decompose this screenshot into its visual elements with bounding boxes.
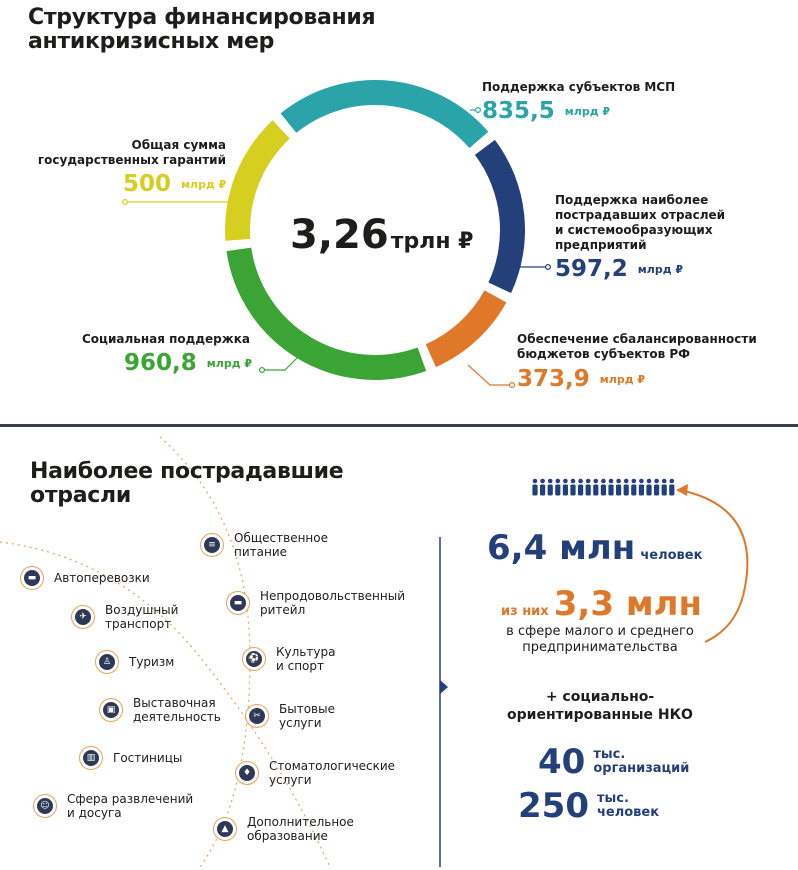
person-head xyxy=(586,479,591,484)
people-sme-number: 3,3 млн xyxy=(553,584,703,624)
section-title xyxy=(30,460,343,508)
nko-organizations-label: организаций xyxy=(593,761,690,776)
chart-title-line1: Структура финансирования xyxy=(28,5,376,30)
industry-trucking xyxy=(20,566,150,590)
hotel-icon: ▥ xyxy=(79,746,103,770)
divider-arrow-icon xyxy=(440,680,448,694)
people-row-icon xyxy=(532,479,674,496)
person-head xyxy=(647,479,652,484)
masks-icon: ☺ xyxy=(33,794,57,818)
industry-dental xyxy=(235,759,395,787)
slice-label-industries xyxy=(555,193,725,283)
industry-label: образование xyxy=(247,829,328,843)
nko-organizations-unit: тыс. xyxy=(593,747,626,762)
person-body xyxy=(639,485,644,496)
industry-label: Культура xyxy=(276,645,336,659)
person-body xyxy=(646,485,651,496)
industry-household-services xyxy=(245,702,335,730)
people-total-number: 6,4 млн xyxy=(487,528,636,568)
people-sme-caption-line1: в сфере малого и среднего xyxy=(506,624,694,639)
leader-social-dot xyxy=(260,368,265,373)
slice-label-budgets-line1: Обеспечение сбалансированности xyxy=(517,332,757,346)
person-head xyxy=(632,479,637,484)
leader-msp-dot xyxy=(476,108,481,113)
leader-industries-dot xyxy=(546,265,551,270)
person-body xyxy=(593,485,598,496)
industry-label: Дополнительное xyxy=(247,815,354,829)
industry-culture-sport xyxy=(242,645,335,673)
burger-icon: ≡ xyxy=(200,533,224,557)
slice-value-guarantees-number: 500 xyxy=(123,171,172,197)
slice-label-msp xyxy=(482,80,675,125)
person-body xyxy=(586,485,591,496)
chart-title-line2: антикризисных мер xyxy=(28,29,275,54)
hiker-icon: ♙ xyxy=(95,650,119,674)
exhibition-icon: ▣ xyxy=(99,698,123,722)
industry-label: услуги xyxy=(279,716,322,730)
industry-label: питание xyxy=(234,545,288,559)
leader-budgets xyxy=(468,365,512,385)
slice-value-industries xyxy=(555,256,725,283)
person-body xyxy=(624,485,629,496)
industry-label: ритейл xyxy=(260,603,306,617)
person-head xyxy=(609,479,614,484)
slice-label-guarantees-line1: Общая сумма xyxy=(131,138,226,152)
industry-label: Бытовые xyxy=(279,702,335,716)
slice-value-guarantees-unit: млрд ₽ xyxy=(181,177,227,191)
person-head xyxy=(578,479,583,484)
person-body xyxy=(532,485,537,496)
slice-value-industries-unit: млрд ₽ xyxy=(637,262,684,276)
leader-guarantees-dot xyxy=(123,200,128,205)
industry-label: Общественное xyxy=(234,531,328,545)
slice-value-msp xyxy=(482,98,675,125)
industry-hotels xyxy=(79,746,182,770)
person-body xyxy=(601,485,606,496)
tooth-icon: ♦ xyxy=(235,761,259,785)
person-head xyxy=(616,479,621,484)
person-head xyxy=(670,479,675,484)
donut-slice-budgets xyxy=(426,290,507,367)
nko-heading-line1: + социально- xyxy=(545,689,655,705)
slice-value-social xyxy=(124,350,252,377)
people-sme-caption-line2: предпринимательства xyxy=(522,640,678,655)
total-unit: трлн ₽ xyxy=(390,229,474,254)
curved-arrow-head-icon xyxy=(676,484,688,496)
person-head xyxy=(571,479,576,484)
industry-label: Гостиницы xyxy=(113,751,183,765)
slice-label-msp-line1: Поддержка субъектов МСП xyxy=(482,80,676,94)
people-sme xyxy=(501,586,702,622)
person-body xyxy=(548,485,553,496)
plane-icon: ✈ xyxy=(71,605,95,629)
industry-label: услуги xyxy=(269,773,312,787)
donut-slice-social xyxy=(226,248,426,380)
industry-label: Сфера развлечений xyxy=(67,792,194,806)
slice-label-social-line1: Социальная поддержка xyxy=(82,332,250,346)
person-head xyxy=(624,479,629,484)
person-head xyxy=(533,479,538,484)
slice-label-budgets xyxy=(517,332,757,393)
person-head xyxy=(639,479,644,484)
industry-label: Непродовольственный xyxy=(260,589,406,603)
person-head xyxy=(556,479,561,484)
donut-slice-guarantees xyxy=(225,120,290,240)
people-sme-prefix: из них xyxy=(501,604,549,619)
slice-value-budgets xyxy=(517,366,757,393)
slice-label-industries-line4: предприятий xyxy=(555,238,647,252)
leader-budgets-dot xyxy=(510,383,515,388)
person-head xyxy=(601,479,606,484)
industry-catering xyxy=(200,531,328,559)
industry-label: и досуга xyxy=(67,806,122,820)
industry-label: и спорт xyxy=(276,659,325,673)
person-head xyxy=(540,479,545,484)
slice-value-social-number: 960,8 xyxy=(124,350,197,376)
nko-organizations xyxy=(538,744,689,780)
truck-icon: ▬ xyxy=(20,566,44,590)
delivery-truck-icon: ▬ xyxy=(226,591,250,615)
ball-icon: ⚽ xyxy=(242,647,266,671)
section-title-line1: Наиболее пострадавшие xyxy=(30,459,344,484)
person-head xyxy=(654,479,659,484)
leader-social xyxy=(262,355,300,370)
tools-icon: ✂ xyxy=(245,704,269,728)
graduation-cap-icon: ▲ xyxy=(213,817,237,841)
industry-nonfood-retail xyxy=(226,589,405,617)
industry-tourism xyxy=(95,650,174,674)
slice-value-social-unit: млрд ₽ xyxy=(206,356,253,370)
person-body xyxy=(555,485,560,496)
person-head xyxy=(662,479,667,484)
industry-label: Стоматологические xyxy=(269,759,396,773)
person-body xyxy=(570,485,575,496)
industry-exhibitions xyxy=(99,696,221,724)
person-body xyxy=(578,485,583,496)
industry-label: Воздушный xyxy=(105,603,179,617)
slice-label-guarantees-line2: государственных гарантий xyxy=(37,153,226,167)
nko-people-number: 250 xyxy=(518,786,589,826)
nko-organizations-number: 40 xyxy=(538,742,586,782)
donut-slice-industries xyxy=(475,140,525,293)
nko-people xyxy=(518,788,659,824)
people-total-suffix: человек xyxy=(640,548,703,563)
slice-label-budgets-line2: бюджетов субъектов РФ xyxy=(517,347,691,361)
slice-label-guarantees xyxy=(36,138,226,168)
section-title-line2: отрасли xyxy=(30,483,131,508)
slice-value-guarantees xyxy=(123,171,226,198)
industry-label: Автоперевозки xyxy=(54,571,150,585)
person-head xyxy=(594,479,599,484)
industry-air-transport xyxy=(71,603,178,631)
person-body xyxy=(608,485,613,496)
donut-slice-msp xyxy=(281,80,489,148)
slice-label-industries-line2: пострадавших отраслей xyxy=(555,208,726,222)
person-head xyxy=(563,479,568,484)
industry-entertainment xyxy=(33,792,193,820)
slice-value-budgets-unit: млрд ₽ xyxy=(599,372,646,386)
slice-value-budgets-number: 373,9 xyxy=(517,366,590,392)
slice-value-msp-unit: млрд ₽ xyxy=(564,104,611,118)
person-body xyxy=(669,485,674,496)
person-body xyxy=(540,485,545,496)
slice-label-industries-line1: Поддержка наиболее xyxy=(555,193,709,207)
industry-label: Выставочная xyxy=(133,696,216,710)
people-total xyxy=(487,530,702,566)
person-body xyxy=(563,485,568,496)
slice-value-msp-number: 835,5 xyxy=(482,98,555,124)
people-sme-caption xyxy=(470,624,730,656)
slice-label-social xyxy=(82,332,252,377)
nko-heading xyxy=(470,688,730,724)
industry-extra-education xyxy=(213,815,354,843)
nko-heading-line2: ориентированные НКО xyxy=(507,707,693,723)
person-body xyxy=(654,485,659,496)
person-body xyxy=(616,485,621,496)
industry-label: Туризм xyxy=(129,655,175,669)
industry-label: транспорт xyxy=(105,617,172,631)
nko-people-unit: тыс. xyxy=(596,791,629,806)
total-value xyxy=(290,213,473,264)
slice-value-industries-number: 597,2 xyxy=(555,256,628,282)
person-head xyxy=(548,479,553,484)
total-number: 3,26 xyxy=(290,212,389,258)
nko-people-label: человек xyxy=(596,805,660,820)
industry-label: деятельность xyxy=(133,710,221,724)
person-body xyxy=(631,485,636,496)
person-body xyxy=(662,485,667,496)
slice-label-industries-line3: и системообразующих xyxy=(555,223,713,237)
